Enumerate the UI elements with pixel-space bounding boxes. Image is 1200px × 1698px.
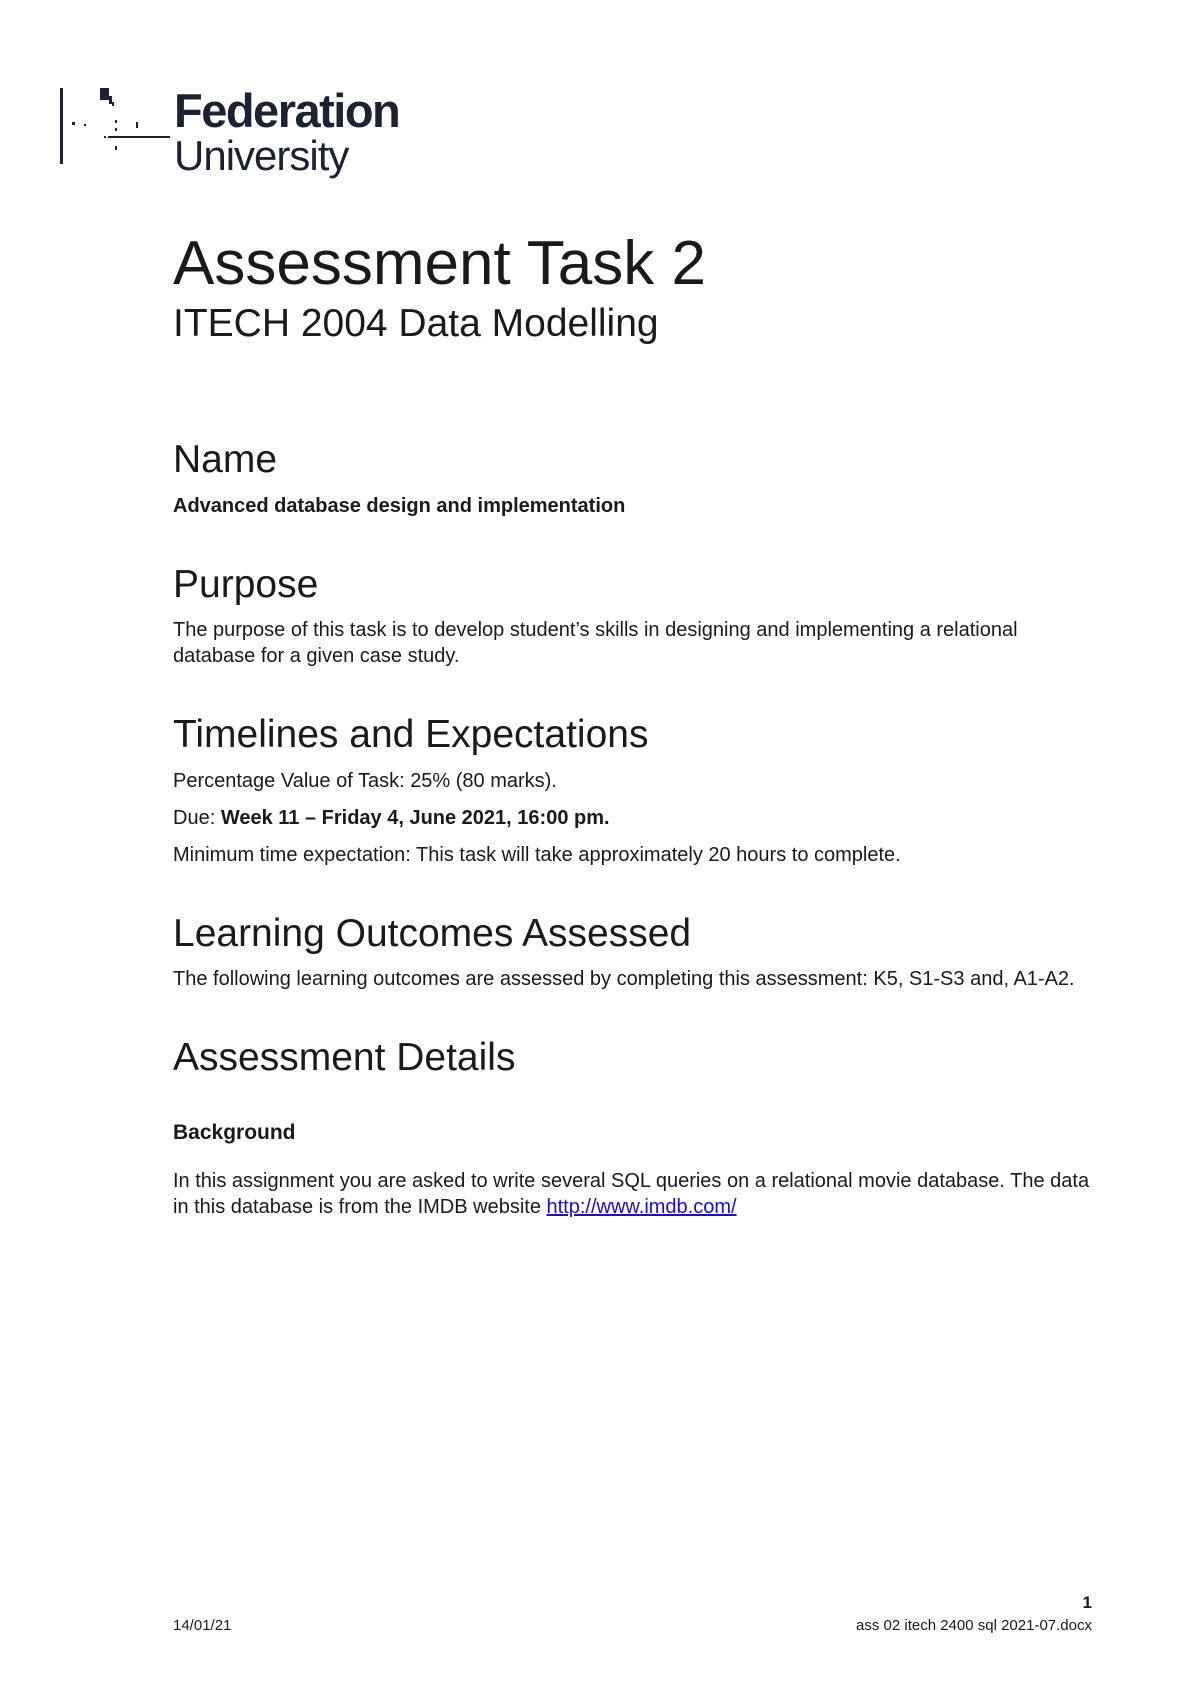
- federation-university-logo: [60, 86, 420, 182]
- minimum-time-expectation: Minimum time expectation: This task will take approximately 20 hours to complete.: [173, 844, 901, 866]
- section-heading-assessment-details: Assessment Details: [173, 1036, 516, 1079]
- document-title: Assessment Task 2: [173, 229, 706, 298]
- learning-outcomes-text: The following learning outcomes are assessed by completing this assessment: K5, S1-S3 and, A1-A2.: [173, 968, 1075, 990]
- due-date-value: Week 11 – Friday 4, June 2021, 16:00 pm.: [220, 807, 610, 829]
- due-date-line: [173, 805, 1093, 831]
- document-subtitle: ITECH 2004 Data Modelling: [173, 302, 659, 345]
- section-heading-purpose: Purpose: [173, 563, 319, 606]
- federation-logo-icon: [60, 86, 170, 182]
- section-heading-timelines: Timelines and Expectations: [173, 713, 649, 756]
- section-heading-name: Name: [173, 438, 278, 481]
- imdb-link[interactable]: http://www.imdb.com/: [546, 1196, 737, 1218]
- background-heading: Background: [173, 1121, 296, 1144]
- background-body: In this assignment you are asked to write several SQL queries on a relational movie database. The data in this database is from the IMDB website: [173, 1170, 1090, 1218]
- footer-filename: ass 02 itech 2400 sql 2021-07.docx: [856, 1617, 1092, 1634]
- percentage-value: Percentage Value of Task: 25% (80 marks).: [173, 770, 557, 792]
- due-label: Due:: [173, 807, 221, 829]
- page-number: 1: [1082, 1593, 1092, 1612]
- section-heading-learning-outcomes: Learning Outcomes Assessed: [173, 912, 692, 955]
- logo-wordmark-university: University: [174, 132, 349, 179]
- footer-date: 14/01/21: [173, 1617, 232, 1634]
- assessment-name: Advanced database design and implementation: [173, 495, 626, 517]
- purpose-text: The purpose of this task is to develop student’s skills in designing and implementing a relational database for a given case study.: [173, 619, 1018, 667]
- document-body: [173, 230, 1093, 1220]
- logo-wordmark-federation: Federation: [174, 84, 400, 137]
- background-text: [173, 1168, 1093, 1220]
